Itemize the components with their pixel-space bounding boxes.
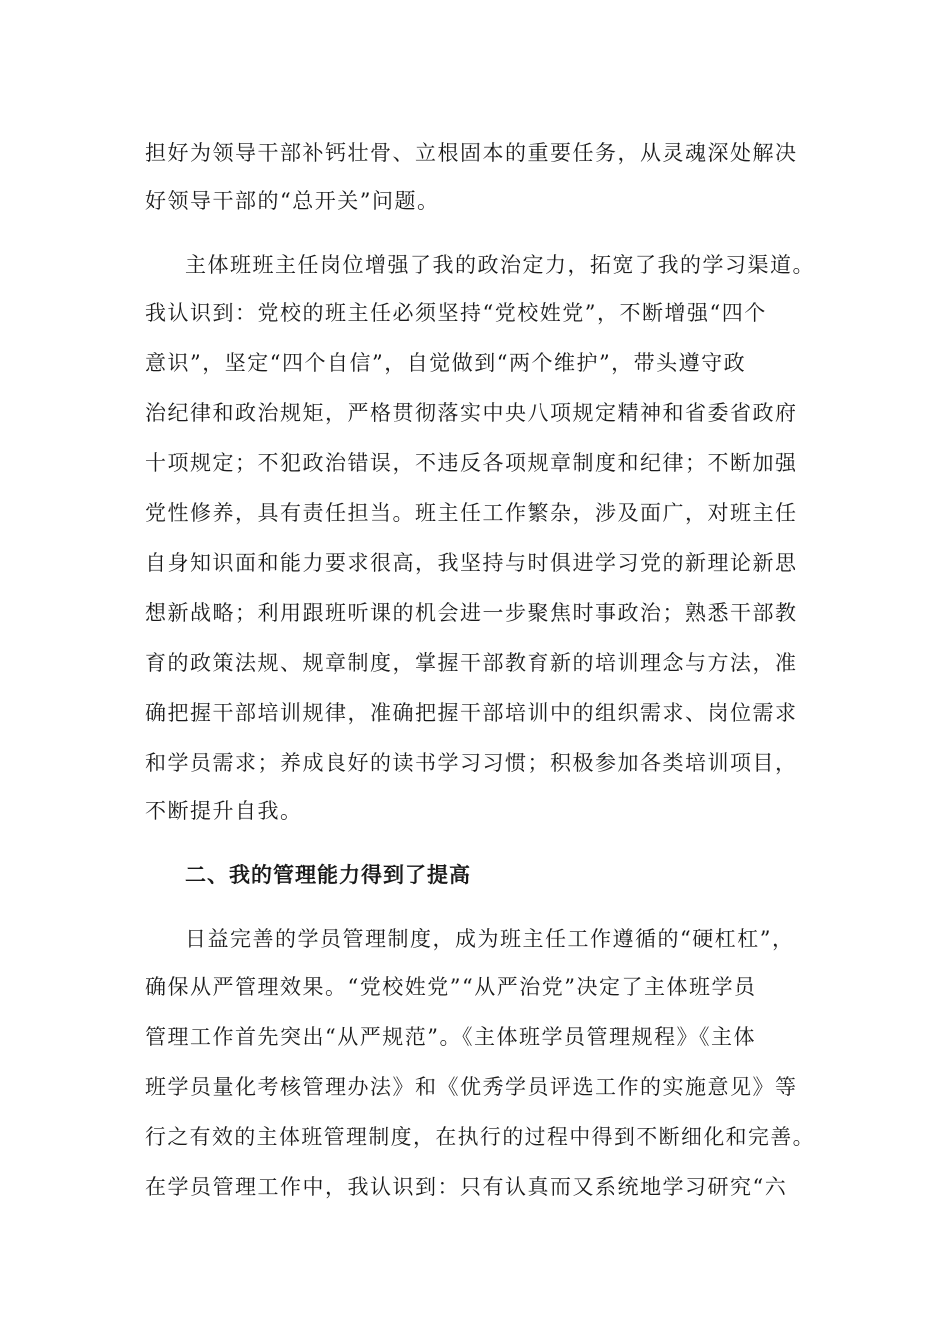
paragraph-2-line-4: 治纪律和政治规矩，严格贯彻落实中央八项规定精神和省委省政府 <box>145 401 798 425</box>
paragraph-3-line-5: 行之有效的主体班管理制度，在执行的过程中得到不断细化和完善。 <box>145 1125 816 1149</box>
paragraph-3-line-6: 在学员管理工作中，我认识到：只有认真而又系统地学习研究“六 <box>145 1175 788 1199</box>
paragraph-2-line-10: 确把握干部培训规律，准确把握干部培训中的组织需求、岗位需求 <box>145 701 798 725</box>
section-heading: 二、我的管理能力得到了提高 <box>185 863 471 887</box>
paragraph-1-line-2: 好领导干部的“总开关”问题。 <box>145 189 440 213</box>
paragraph-2-line-8: 想新战略；利用跟班听课的机会进一步聚焦时事政治；熟悉干部教 <box>145 601 798 625</box>
paragraph-2-line-11: 和学员需求；养成良好的读书学习习惯；积极参加各类培训项目， <box>145 751 798 775</box>
paragraph-2-line-2: 我认识到：党校的班主任必须坚持“党校姓党”，不断增强“四个 <box>145 301 767 325</box>
paragraph-2-line-5: 十项规定；不犯政治错误，不违反各项规章制度和纪律；不断加强 <box>145 451 798 475</box>
paragraph-2-line-12: 不断提升自我。 <box>145 799 303 823</box>
paragraph-3-line-2: 确保从严管理效果。“党校姓党”“从严治党”决定了主体班学员 <box>145 975 757 999</box>
paragraph-2-line-3: 意识”，坚定“四个自信”，自觉做到“两个维护”，带头遵守政 <box>145 351 747 375</box>
paragraph-3-line-1: 日益完善的学员管理制度，成为班主任工作遵循的“硬杠杠”， <box>185 927 795 951</box>
paragraph-2-line-9: 育的政策法规、规章制度，掌握干部教育新的培训理念与方法，准 <box>145 651 798 675</box>
paragraph-1-line-1: 担好为领导干部补钙壮骨、立根固本的重要任务，从灵魂深处解决 <box>145 141 798 165</box>
paragraph-3-line-4: 班学员量化考核管理办法》和《优秀学员评选工作的实施意见》等 <box>145 1075 798 1099</box>
paragraph-3-line-3: 管理工作首先突出“从严规范”。《主体班学员管理规程》《主体 <box>145 1025 756 1049</box>
paragraph-2-line-6: 党性修养，具有责任担当。班主任工作繁杂，涉及面广，对班主任 <box>145 501 798 525</box>
paragraph-2-line-1: 主体班班主任岗位增强了我的政治定力，拓宽了我的学习渠道。 <box>185 253 815 277</box>
paragraph-2-line-7: 自身知识面和能力要求很高，我坚持与时俱进学习党的新理论新思 <box>145 551 798 575</box>
